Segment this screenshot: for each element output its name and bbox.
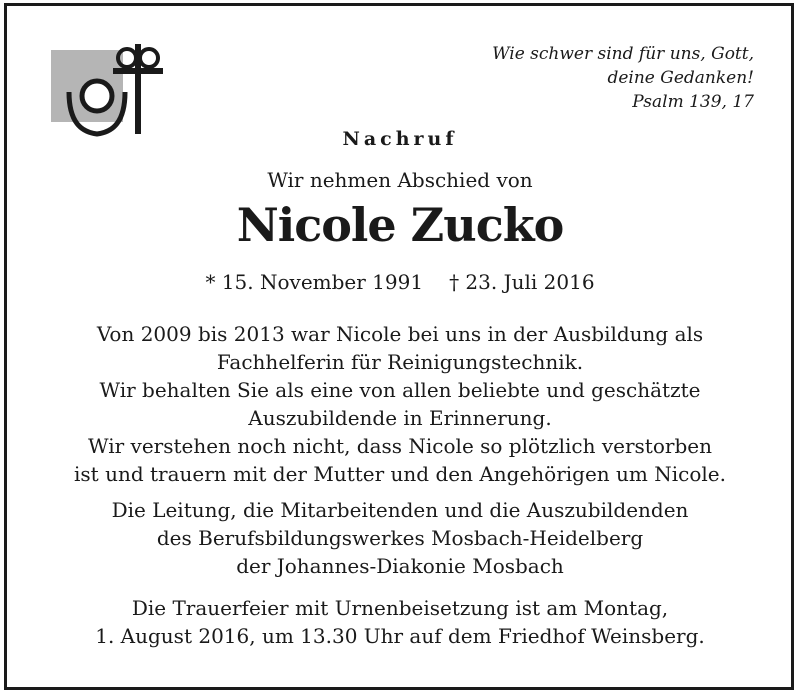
psalm-line: Wie schwer sind für uns, Gott, (492, 44, 754, 64)
tribute-line: Wir behalten Sie als eine von allen beliebte und geschätzte (99, 378, 701, 402)
psalm-line: deine Gedanken! (607, 68, 754, 88)
sender-line: Die Leitung, die Mitarbeitenden und die Auszubildenden (111, 498, 689, 522)
birth-date: * 15. November 1991 (205, 270, 424, 294)
tribute-line: Auszubildende in Erinnerung. (248, 406, 552, 430)
psalm-reference: Psalm 139, 17 (632, 92, 754, 112)
diakonie-cross-logo (51, 42, 173, 142)
funeral-line: 1. August 2016, um 13.30 Uhr auf dem Friedhof Weinsberg. (95, 624, 705, 648)
tribute-text (0, 320, 800, 488)
funeral-info (0, 594, 800, 650)
sender-line: der Johannes-Diakonie Mosbach (236, 554, 564, 578)
tribute-line: Fachhelferin für Reinigungstechnik. (216, 350, 584, 374)
life-dates (0, 270, 800, 294)
psalm-quote (454, 42, 754, 114)
tribute-line: Wir verstehen noch nicht, dass Nicole so plötzlich verstorben (88, 434, 712, 458)
intro-text: Wir nehmen Abschied von (267, 168, 533, 192)
sender-line: des Berufsbildungswerkes Mosbach-Heidelberg (156, 526, 644, 550)
sender-text (0, 496, 800, 580)
notice-heading: Nachruf (342, 128, 458, 150)
deceased-name: Nicole Zucko (236, 198, 564, 252)
death-date: † 23. Juli 2016 (449, 270, 595, 294)
tribute-line: Von 2009 bis 2013 war Nicole bei uns in der Ausbildung als (96, 322, 704, 346)
tribute-line: ist und trauern mit der Mutter und den Angehörigen um Nicole. (74, 462, 726, 486)
funeral-line: Die Trauerfeier mit Urnenbeisetzung ist am Montag, (131, 596, 669, 620)
